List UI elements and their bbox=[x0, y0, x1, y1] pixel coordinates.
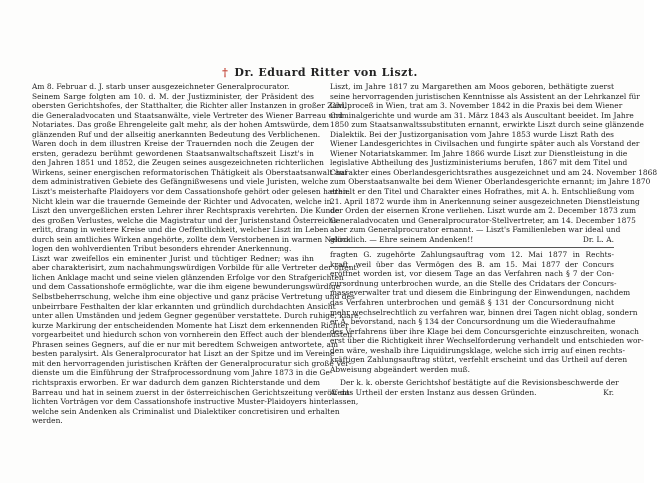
left-column-line: Seinem Sarge folgten am 10. d. M. der Justizminister, der Präsident des bbox=[32, 91, 314, 101]
left-column-line: logen den wohlverdienten Tribut besonders ehrender Anerkennung. bbox=[32, 244, 292, 254]
left-column-line: lichen Anklage macht und seine vielen glänzenden Erfolge vor den Strafgerichten bbox=[32, 272, 344, 282]
left-column-line: durch sein amtliches Wirken angehörte, zollte dem Verstorbenen in warmen Nekro- bbox=[32, 234, 351, 244]
left-column-line: aber charakterisirt, zum nachahmungswürdigen Vorbilde für alle Vertreter der öffent- bbox=[32, 263, 360, 273]
left-column-line: besten paralysirt. Als Generalprocurator hat Liszt an der Spitze und im Vereine bbox=[32, 349, 335, 359]
left-column-line: den Jahren 1851 und 1852, die Zeugen seines ausgezeichneten richterlichen bbox=[32, 158, 324, 168]
left-column-line: Liszt war zweifellos ein eminenter Jurist und tüchtiger Redner; was ihn bbox=[32, 253, 314, 263]
left-column-line: welche sein Andenken als Criminalist und Dialektiker concretisiren und erhalten bbox=[32, 406, 340, 416]
court-decision-line: Der k. k. oberste Gerichtshof bestätigte auf die Revisionsbeschwerde der bbox=[340, 378, 619, 388]
court-decision-text: A. das Urtheil der ersten Instanz aus dessen Gründen. bbox=[330, 387, 537, 397]
right-column-line: Generaladvocaten und Generalprocurator-Stellvertreter, am 14. December 1875 bbox=[330, 215, 636, 225]
right-column-line: 21. April 1872 wurde ihm in Anerkennung seiner ausgezeichneten Dienstleistung bbox=[330, 196, 640, 206]
left-column-line: Am 8. Februar d. J. starb unser ausgezeichneter Generalprocurator. bbox=[32, 82, 290, 91]
left-column-line: erlitt, drang in weitere Kreise und die Oeffentlichkeit, welcher Liszt im Leben bbox=[32, 225, 329, 235]
right-column-line: Abweisung abgeändert werden muß. bbox=[330, 364, 470, 374]
left-column-line: kurze Markirung der entscheidenden Momente hat Liszt dem erkennenden Richter bbox=[32, 320, 349, 330]
right-column-line: Liszt, im Jahre 1817 zu Margarethen am Moos geboren, bethätigte zuerst bbox=[330, 82, 614, 91]
left-column bbox=[32, 82, 362, 426]
right-column bbox=[330, 82, 657, 398]
right-column-line: des Verfahrens über ihre Klage bei dem Concursgerichte einzuschreiten, wonach bbox=[330, 326, 639, 336]
left-column-line: mit den hervorragenden juristischen Kräften der Generalprocuratur sich große Ver- bbox=[32, 358, 352, 368]
left-column-line: Phrasen seines Gegners, auf die er nur mit beredtem Schweigen antwortete, am bbox=[32, 339, 339, 349]
right-column-line: eröffnet worden ist, vor diesem Tage an das Verfahren nach § 7 der Con- bbox=[330, 269, 614, 279]
left-column-line: glänzenden Ruf und der allseitig anerkannten Bedeutung des Verblichenen. bbox=[32, 129, 321, 139]
left-column-line: Notariates. Das große Ehrengeleite galt mehr, als der hohen Amtswürde, dem bbox=[32, 120, 330, 130]
left-column-line: ersten, geradezu berühmt gewordenen Staatsanwaltschaftszeit Liszt's in bbox=[32, 148, 314, 158]
right-column-line: legislative Abtheilung des Justizministeriums berufen, 1867 mit dem Titel und bbox=[330, 158, 628, 168]
right-column-line: cursordnung unterbrochen wurde, an die Stelle des Cridatars der Concurs- bbox=[330, 278, 617, 288]
right-column-line: erhielt er den Titel und Charakter eines Hofrathes, mit A. h. Entschließung vom bbox=[330, 187, 635, 197]
left-column-line: dienste um die Einführung der Strafprocessordnung vom Jahre 1873 in die Ge- bbox=[32, 368, 333, 378]
left-column-line: des großen Verlustes, welche die Magistratur und der Juristenstand Österreichs bbox=[32, 215, 338, 225]
cross-icon: † bbox=[222, 66, 229, 79]
right-column-line: masseverwalter trat und diesem die Einbringung der Einwendungen, nachdem bbox=[330, 288, 631, 298]
left-column-line: unter allen Umständen und jedem Gegner gegenüber verstattete. Durch ruhige, klare, bbox=[32, 311, 362, 321]
left-column-line: Selbstbeherrschung, welche ihm eine objective und ganz präcise Vertretung und des bbox=[32, 292, 355, 302]
reporter-initials: Kr. bbox=[603, 387, 614, 397]
right-column-line: fragten G. zugehörte Zahlungsauftrag vom 12. Mai 1877 in Rechts- bbox=[330, 250, 614, 260]
left-column-line: richtspraxis erworben. Er war dadurch dem ganzen Richterstande und dem bbox=[32, 377, 321, 387]
left-column-line: lichten Vorträgen vor dem Cassationshofe instructive Muster-Plaidoyers hinterlassen, bbox=[32, 397, 359, 407]
left-column-line: Liszt den unvergeßlichen ersten Lehrer ihrer Rechtspraxis verehrten. Die Kunde bbox=[32, 206, 340, 216]
right-column-line: Dialektik. Bei der Justizorganisation vom Jahre 1853 wurde Liszt Rath des bbox=[330, 129, 614, 139]
left-column-line: Nicht klein war die trauernde Gemeinde der Richter und Advocaten, welche in bbox=[32, 196, 332, 206]
right-column-line: aber zum Generalprocurator ernannt. — Liszt's Familienleben war ideal und bbox=[330, 225, 621, 235]
right-column-line: Criminalgerichte und wurde am 31. März 1843 als Auscultant beeidet. Im Jahre bbox=[330, 110, 634, 120]
right-column-line: das Verfahren unterbrochen und gemäß § 131 der Concursordnung nicht bbox=[330, 298, 614, 308]
right-column-line: Civilproceß in Wien, trat am 3. November 1842 in die Praxis bei dem Wiener bbox=[330, 101, 623, 111]
closing-text: glücklich. — Ehre seinem Andenken!! bbox=[330, 234, 474, 244]
left-column-line: Barreau und hat in seinem zuerst in der österreichischen Gerichtszeitung veröffent- bbox=[32, 387, 353, 397]
author-initials: Dr. L. A. bbox=[582, 234, 614, 244]
section-divider bbox=[330, 247, 614, 248]
obituary-heading bbox=[200, 66, 440, 79]
signature-line bbox=[330, 235, 614, 245]
right-column-line: Wiener Landesgerichtes in Civilsachen und fungirte später auch als Vorstand der bbox=[330, 139, 640, 149]
left-column-line: und dem Cassationshofe ermöglichte, war die ihm eigene bewunderungswürdige bbox=[32, 282, 341, 292]
right-column-line: Wiener Notariatskammer. Im Jahre 1866 wurde Liszt zur Dienstleistung in die bbox=[330, 148, 628, 158]
obituary-title: Dr. Eduard Ritter von Liszt. bbox=[234, 66, 418, 79]
right-column-line: 1850 zum Staatsanwaltssubstituten ernannt, erwirkte Liszt durch seine glänzende bbox=[330, 120, 644, 130]
right-column-line: er A. bevorstand, nach § 134 der Concursordnung um die Wiederaufnahme bbox=[330, 317, 616, 327]
left-column-line: werden. bbox=[32, 416, 63, 426]
right-column-line: kräftigen Zahlungsauftrag stützt, verfehlt erscheint und das Urtheil auf deren bbox=[330, 355, 628, 365]
left-column-line: Liszt's meisterhafte Plaidoyers vor dem Cassationshofe gehört oder gelesen hatten. bbox=[32, 187, 351, 197]
left-column-line: dem administrativen Gebiete des Gefängnißwesens und viele Juristen, welche bbox=[32, 177, 329, 187]
right-column-line: zum Oberstaatsanwalte bei dem Wiener Oberlandesgerichte ernannt; im Jahre 1870 bbox=[330, 177, 651, 187]
right-column-line: kraft, weil über das Vermögen des B. am 15. Mai 1877 der Concurs bbox=[330, 259, 614, 269]
right-column-line: Charakter eines Oberlandesgerichtsrathes ausgezeichnet und am 24. November 1868 bbox=[330, 167, 657, 177]
right-column-line: der Orden der eisernen Krone verliehen. Liszt wurde am 2. December 1873 zum bbox=[330, 206, 637, 216]
left-column-line: Waren doch in dem illustren Kreise der Trauernden noch die Zeugen der bbox=[32, 139, 314, 149]
left-column-line: vorgearbeitet und hiedurch schon von vornherein den Effect auch der blendendsten bbox=[32, 330, 353, 340]
left-column-line: Wirkens, seiner energischen reformatorischen Thätigkeit als Oberstaatsanwalt auf bbox=[32, 167, 347, 177]
right-column-line: mehr wechselrechtlich zu verfahren war, binnen drei Tagen nicht oblag, sondern bbox=[330, 307, 638, 317]
right-column-line: den wäre, weshalb ihre Liquidirungsklage, welche sich irrig auf einen rechts- bbox=[330, 345, 625, 355]
left-column-line: unbeirrbare Festhalten der klar erkannten und gründlich durchdachten Ansicht bbox=[32, 301, 336, 311]
court-decision-end bbox=[330, 388, 614, 398]
right-column-line: seine hervorragenden juristischen Kenntnisse als Assistent an der Lehrkanzel für bbox=[330, 91, 640, 101]
right-column-line: erst über die Richtigkeit ihrer Wechselforderung verhandelt und entschieden wor- bbox=[330, 336, 644, 346]
left-column-line: die Generaladvocaten und Staatsanwälte, viele Vertreter des Wiener Barreau und bbox=[32, 110, 343, 120]
left-column-line: obersten Gerichtshofes, der Statthalter, die Richter aller Instanzen in großer Zahl, bbox=[32, 101, 347, 111]
